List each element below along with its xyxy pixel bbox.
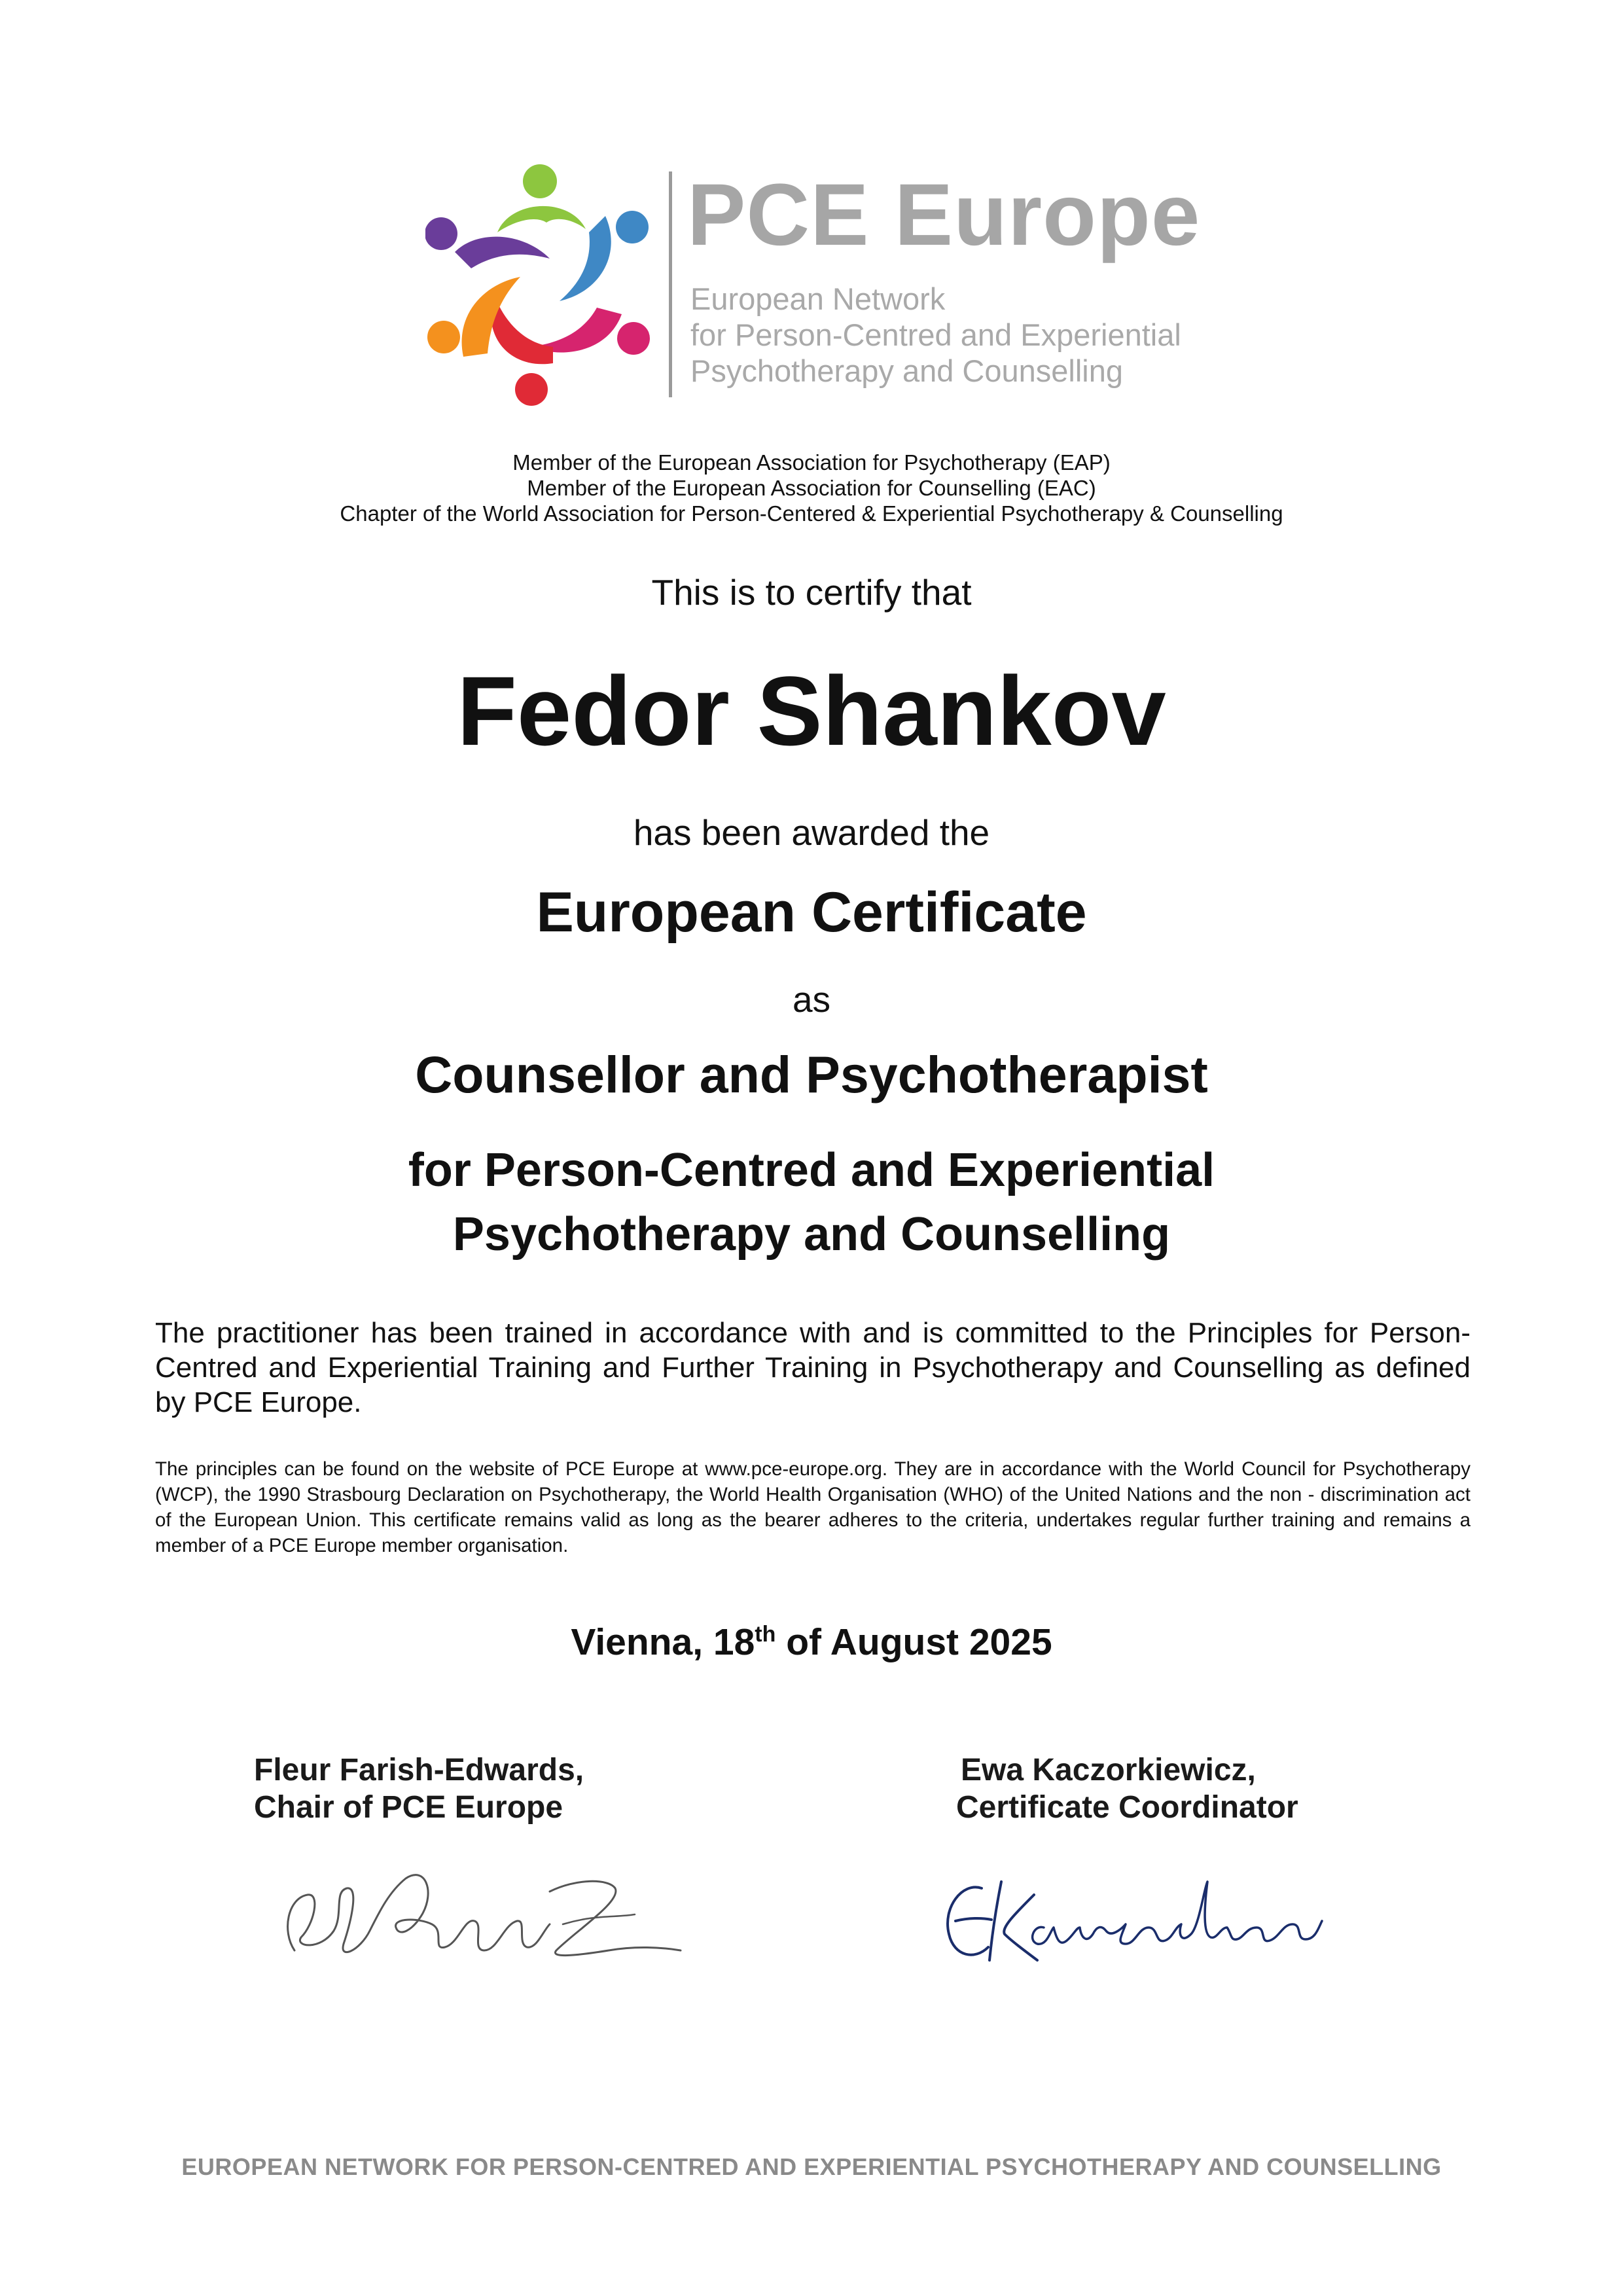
- date-suffix: of August 2025: [776, 1621, 1052, 1663]
- specialization-line: Psychotherapy and Counselling: [452, 1208, 1171, 1261]
- issue-date: [0, 1621, 1623, 1664]
- training-statement: The practitioner has been trained in accordance with and is committed to the Principles for Person-Centred and Experiential Training and Further Training in Psychotherapy and Counselling as defined by PCE Europe.: [155, 1317, 1471, 1418]
- logo-subtitle-line: for Person-Centred and Experiential: [690, 317, 1181, 352]
- signature-chair: [268, 1852, 687, 1983]
- signatory-name: Ewa Kaczorkiewicz,: [961, 1753, 1256, 1787]
- date-ordinal: th: [755, 1622, 776, 1647]
- logo-title: PCE Europe: [687, 166, 1201, 264]
- logo-divider: [669, 171, 672, 397]
- membership-line: Member of the European Association for Psychotherapy (EAP): [512, 450, 1111, 475]
- signature-coordinator: [929, 1862, 1335, 1973]
- certified-role: Counsellor and Psychotherapist: [415, 1045, 1208, 1103]
- certify-line: This is to certify that: [651, 572, 972, 613]
- signatory-role: Certificate Coordinator: [956, 1790, 1298, 1825]
- logo-subtitle-line: European Network: [690, 281, 946, 316]
- pce-europe-emblem-icon: [425, 160, 654, 409]
- recipient-name: Fedor Shankov: [457, 656, 1166, 766]
- signatory-role: Chair of PCE Europe: [254, 1790, 563, 1825]
- membership-line: Member of the European Association for Counselling (EAC): [527, 476, 1096, 500]
- as-line: as: [792, 979, 831, 1020]
- date-prefix: Vienna, 18: [571, 1621, 755, 1663]
- membership-line: Chapter of the World Association for Person-Centered & Experiential Psychotherapy & Counselling: [340, 501, 1283, 526]
- awarded-line: has been awarded the: [633, 812, 990, 853]
- signatory-name: Fleur Farish-Edwards,: [254, 1753, 584, 1787]
- logo-subtitle-line: Psychotherapy and Counselling: [690, 353, 1124, 388]
- certificate-title: European Certificate: [536, 881, 1087, 944]
- principles-statement: The principles can be found on the website of PCE Europe at www.pce-europe.org. They are in accordance with the World Council for Psychotherapy (WCP), the 1990 Strasbourg Declaration on Psychotherapy, the World Health Organisation (WHO) of the United Nations and the non - discrimination act of the European Union. This certificate remains valid as long as the bearer adheres to the criteria, undertakes regular further training and remains a member of a PCE Europe member organisation.: [155, 1458, 1471, 1556]
- specialization-line: for Person-Centred and Experiential: [408, 1144, 1215, 1196]
- footer-network-name: EUROPEAN NETWORK FOR PERSON-CENTRED AND EXPERIENTIAL PSYCHOTHERAPY AND COUNSELLING: [181, 2153, 1442, 2180]
